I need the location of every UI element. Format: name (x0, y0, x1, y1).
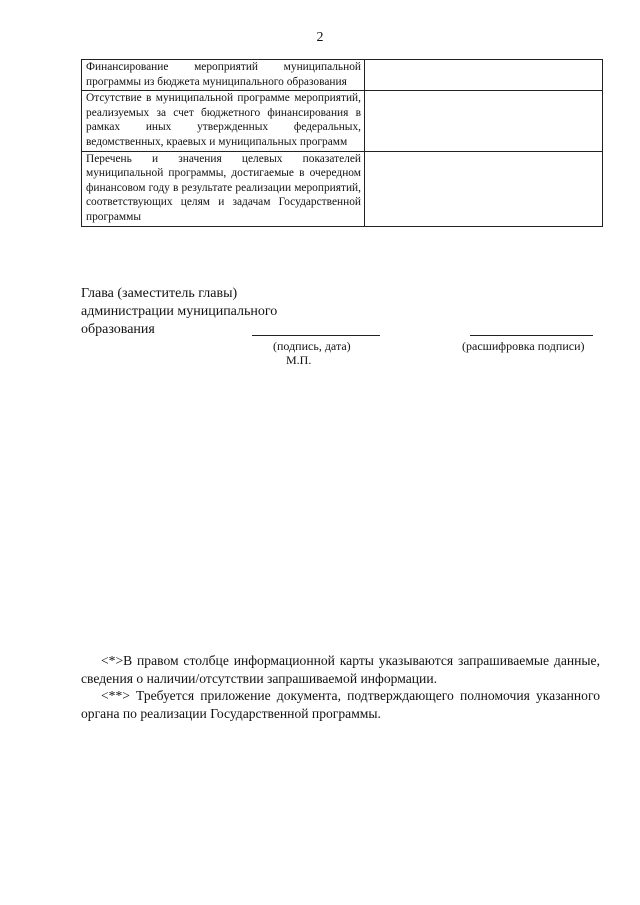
table-cell-criterion: Финансирование мероприятий муниципальной программы из бюджета муниципального образования (82, 60, 365, 91)
signatory-title-line: Глава (заместитель главы) (81, 286, 238, 301)
table-cell-value (365, 91, 603, 151)
footnote-item: <**> Требуется приложение документа, подтверждающего полномочия указанного органа по реализации Государственной программы. (81, 688, 600, 721)
seal-caption: М.П. (286, 353, 312, 367)
table-cell-criterion: Перечень и значения целевых показателей муниципальной программы, достигаемые в очередном финансовом году в результате реализации мероприятий, соответствующих целям и задачам Государственной программы (82, 151, 365, 226)
signature-date-caption: (подпись, дата) (273, 339, 351, 353)
table-cell-value (365, 60, 603, 91)
table-row (82, 151, 603, 226)
signature-line (252, 335, 380, 336)
footnote-item: <*>В правом столбце информационной карты указываются запрашиваемые данные, сведения о наличии/отсутствии запрашиваемой информации. (81, 653, 600, 686)
signatory-title (81, 285, 277, 339)
table-row (82, 60, 603, 91)
information-card-table (81, 59, 603, 227)
table-cell-criterion: Отсутствие в муниципальной программе мероприятий, реализуемых за счет бюджетного финансирования в рамках иных утвержденных федеральных, ведомственных, краевых и муниципальных программ (82, 91, 365, 151)
signatory-title-line: администрации муниципального (81, 304, 278, 319)
decoding-caption: (расшифровка подписи) (462, 339, 585, 353)
table-row (82, 91, 603, 151)
decoding-line (470, 335, 593, 336)
table-cell-value (365, 151, 603, 226)
page-number: 2 (316, 30, 324, 45)
signatory-title-line: образования (81, 322, 155, 337)
footnotes (81, 652, 600, 722)
